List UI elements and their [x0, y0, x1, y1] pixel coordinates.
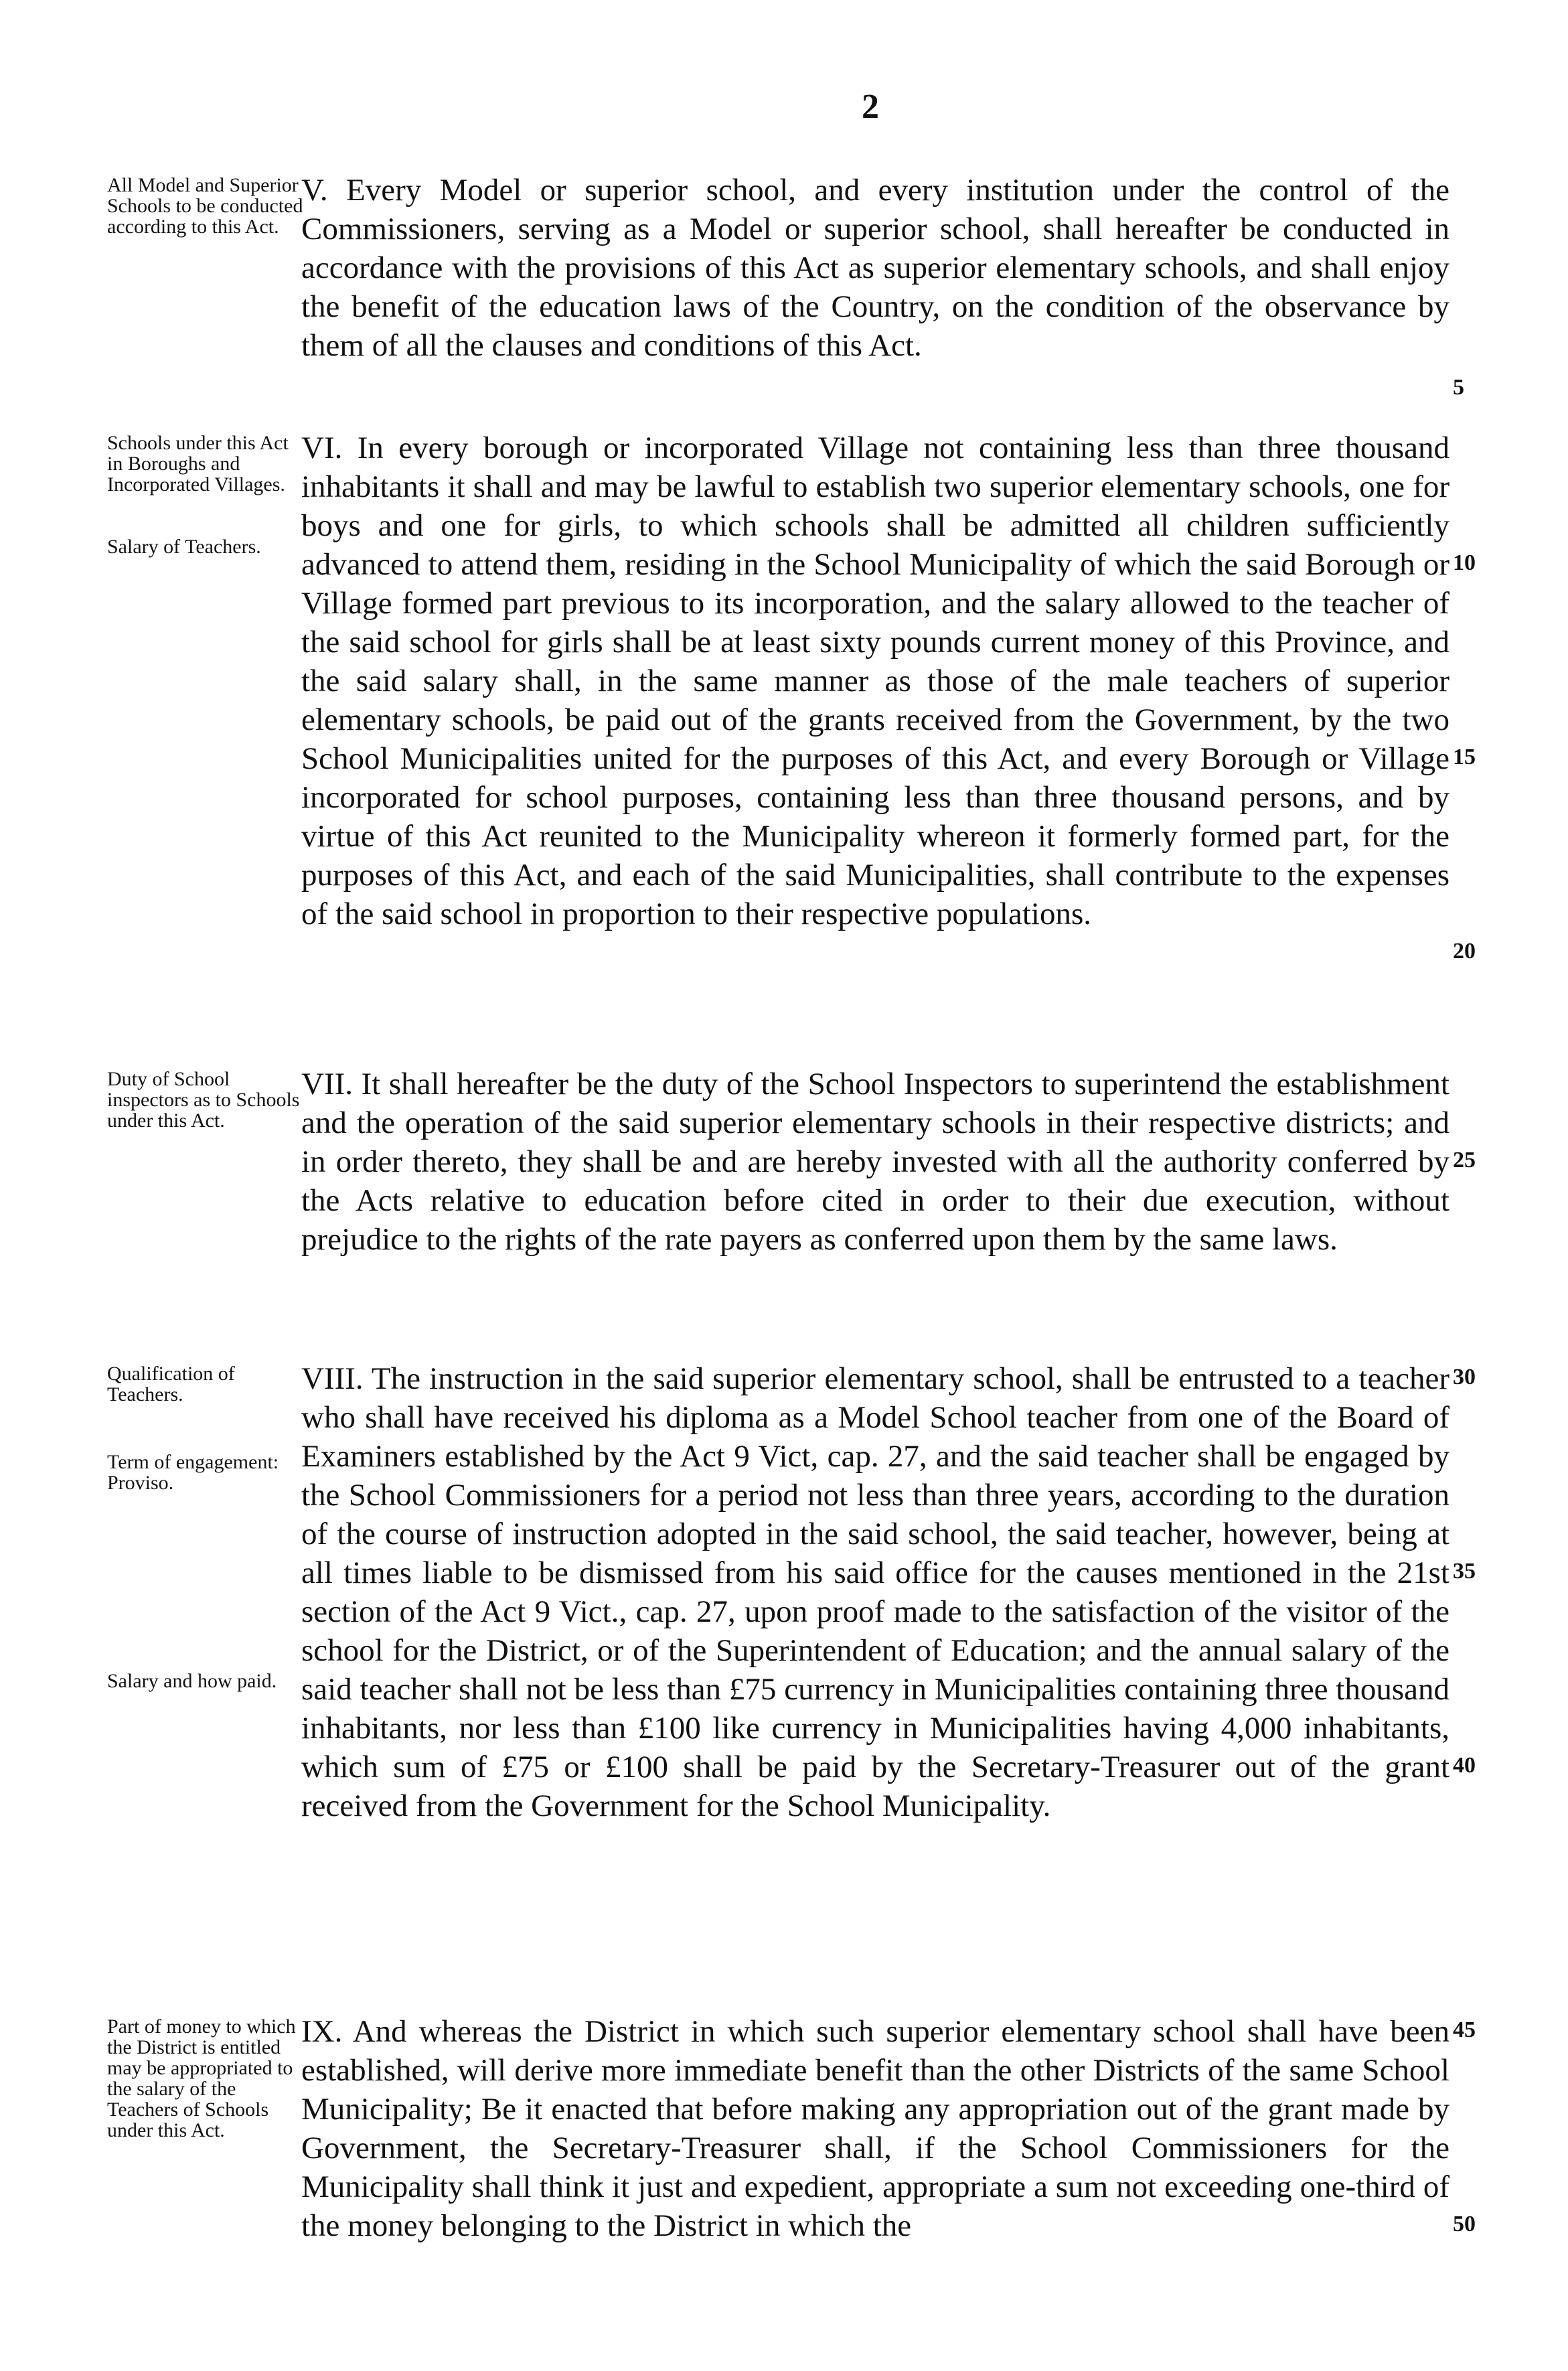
line-number: 25	[1453, 1148, 1476, 1172]
section-text: V. Every Model or superior school, and every institution under the control of the Commissioners, serving as a Model or superior school, shall hereafter be conducted in accordance with the provisions of this Act as superior elementary schools, and shall enjoy the benefit of the education laws of the Country, on the condition of the observance by them of all the clauses and conditions of this Act.	[301, 173, 1449, 363]
line-number: 5	[1453, 375, 1464, 400]
line-number: 50	[1453, 2212, 1476, 2236]
line-number: 40	[1453, 1753, 1476, 1778]
margin-note: Duty of School inspectors as to Schools under this Act.	[107, 1068, 300, 1132]
line-number: 15	[1453, 745, 1476, 769]
margin-note: Salary and how paid.	[107, 1670, 277, 1692]
line-number: 20	[1453, 939, 1476, 964]
margin-notes	[107, 175, 308, 262]
margin-note: All Model and Superior Schools to be conducted according to this Act.	[107, 174, 303, 238]
section-text: VII. It shall hereafter be the duty of the School Inspectors to superintend the establishment and the operation of the said superior elementary schools in their respective districts; and in order thereto, they shall be and are hereby invested with all the authority conferred by the Acts relative to education before cited in order to their due execution, without prejudice to the rights of the rate payers as conferred upon them by the same laws.	[301, 1067, 1449, 1257]
line-number: 45	[1453, 2017, 1476, 2042]
section-text: VI. In every borough or incorporated Village not containing less than three thousand inhabitants it shall and may be lawful to establish two superior elementary schools, one for boys and one for girls, to which schools shall be admitted all children sufficiently advanced to attend them, residing in the School Municipality of which the said Borough or Village formed part previous to its incorporation, and the salary allowed to the teacher of the said school for girls shall be at least sixty pounds current money of this Province, and the said salary shall, in the same manner as those of the male teachers of superior elementary schools, be paid out of the grants received from the Government, by the two School Municipalities united for the purposes of this Act, and every Borough or Village incorporated for school purposes, containing less than three thousand persons, and by virtue of this Act reunited to the Municipality whereon it formerly formed part, for the purposes of this Act, and each of the said Municipalities, shall contribute to the expenses of the said school in proportion to their respective populations.	[301, 431, 1449, 931]
margin-note: Qualification of Teachers.	[107, 1363, 235, 1405]
page-number: 2	[862, 88, 879, 126]
margin-note: Schools under this Act in Boroughs and Incorporated Villages.	[107, 432, 289, 495]
margin-note: Salary of Teachers.	[107, 536, 261, 558]
section-text: IX. And whereas the District in which such superior elementary school shall have been established, will derive more immediate benefit than the other Districts of the same School Municipality; Be it enacted that before making any appropriation out of the grant made by Government, the Secretary-Treasurer shall, if the School Commissioners for the Municipality shall think it just and expedient, appropriate a sum not exceeding one-third of the money belonging to the District in which the	[301, 2014, 1449, 2243]
margin-notes	[107, 1363, 308, 1717]
line-number: 30	[1453, 1365, 1476, 1389]
line-number: 10	[1453, 550, 1476, 575]
section-text: VIII. The instruction in the said superior elementary school, shall be entrusted to a teacher who shall have received his diploma as a Model School teacher from one of the Board of Examiners established by the Act 9 Vict, cap. 27, and the said teacher shall be engaged by the School Commissioners for a period not less than three years, according to the duration of the course of instruction adopted in the said school, the said teacher, however, being at all times liable to be dismissed from his said office for the causes mentioned in the 21st section of the Act 9 Vict., cap. 27, upon proof made to the satisfaction of the visitor of the school for the District, or of the Superintendent of Education; and the annual salary of the said teacher shall not be less than £75 currency in Municipalities containing three thousand inhabitants, nor less than £100 like currency in Municipalities having 4,000 inhabitants, which sum of £75 or £100 shall be paid by the Secretary-Treasurer out of the grant received from the Government for the School Municipality.	[301, 1361, 1449, 1823]
margin-note: Part of money to which the District is entitled may be appropriated to the salary of the Teachers of Schools under this Act.	[107, 2015, 296, 2141]
margin-notes	[107, 433, 308, 583]
line-number: 35	[1453, 1559, 1476, 1584]
margin-notes	[107, 2016, 308, 2166]
margin-notes	[107, 1069, 308, 1156]
margin-note: Term of engagement: Proviso.	[107, 1451, 279, 1494]
